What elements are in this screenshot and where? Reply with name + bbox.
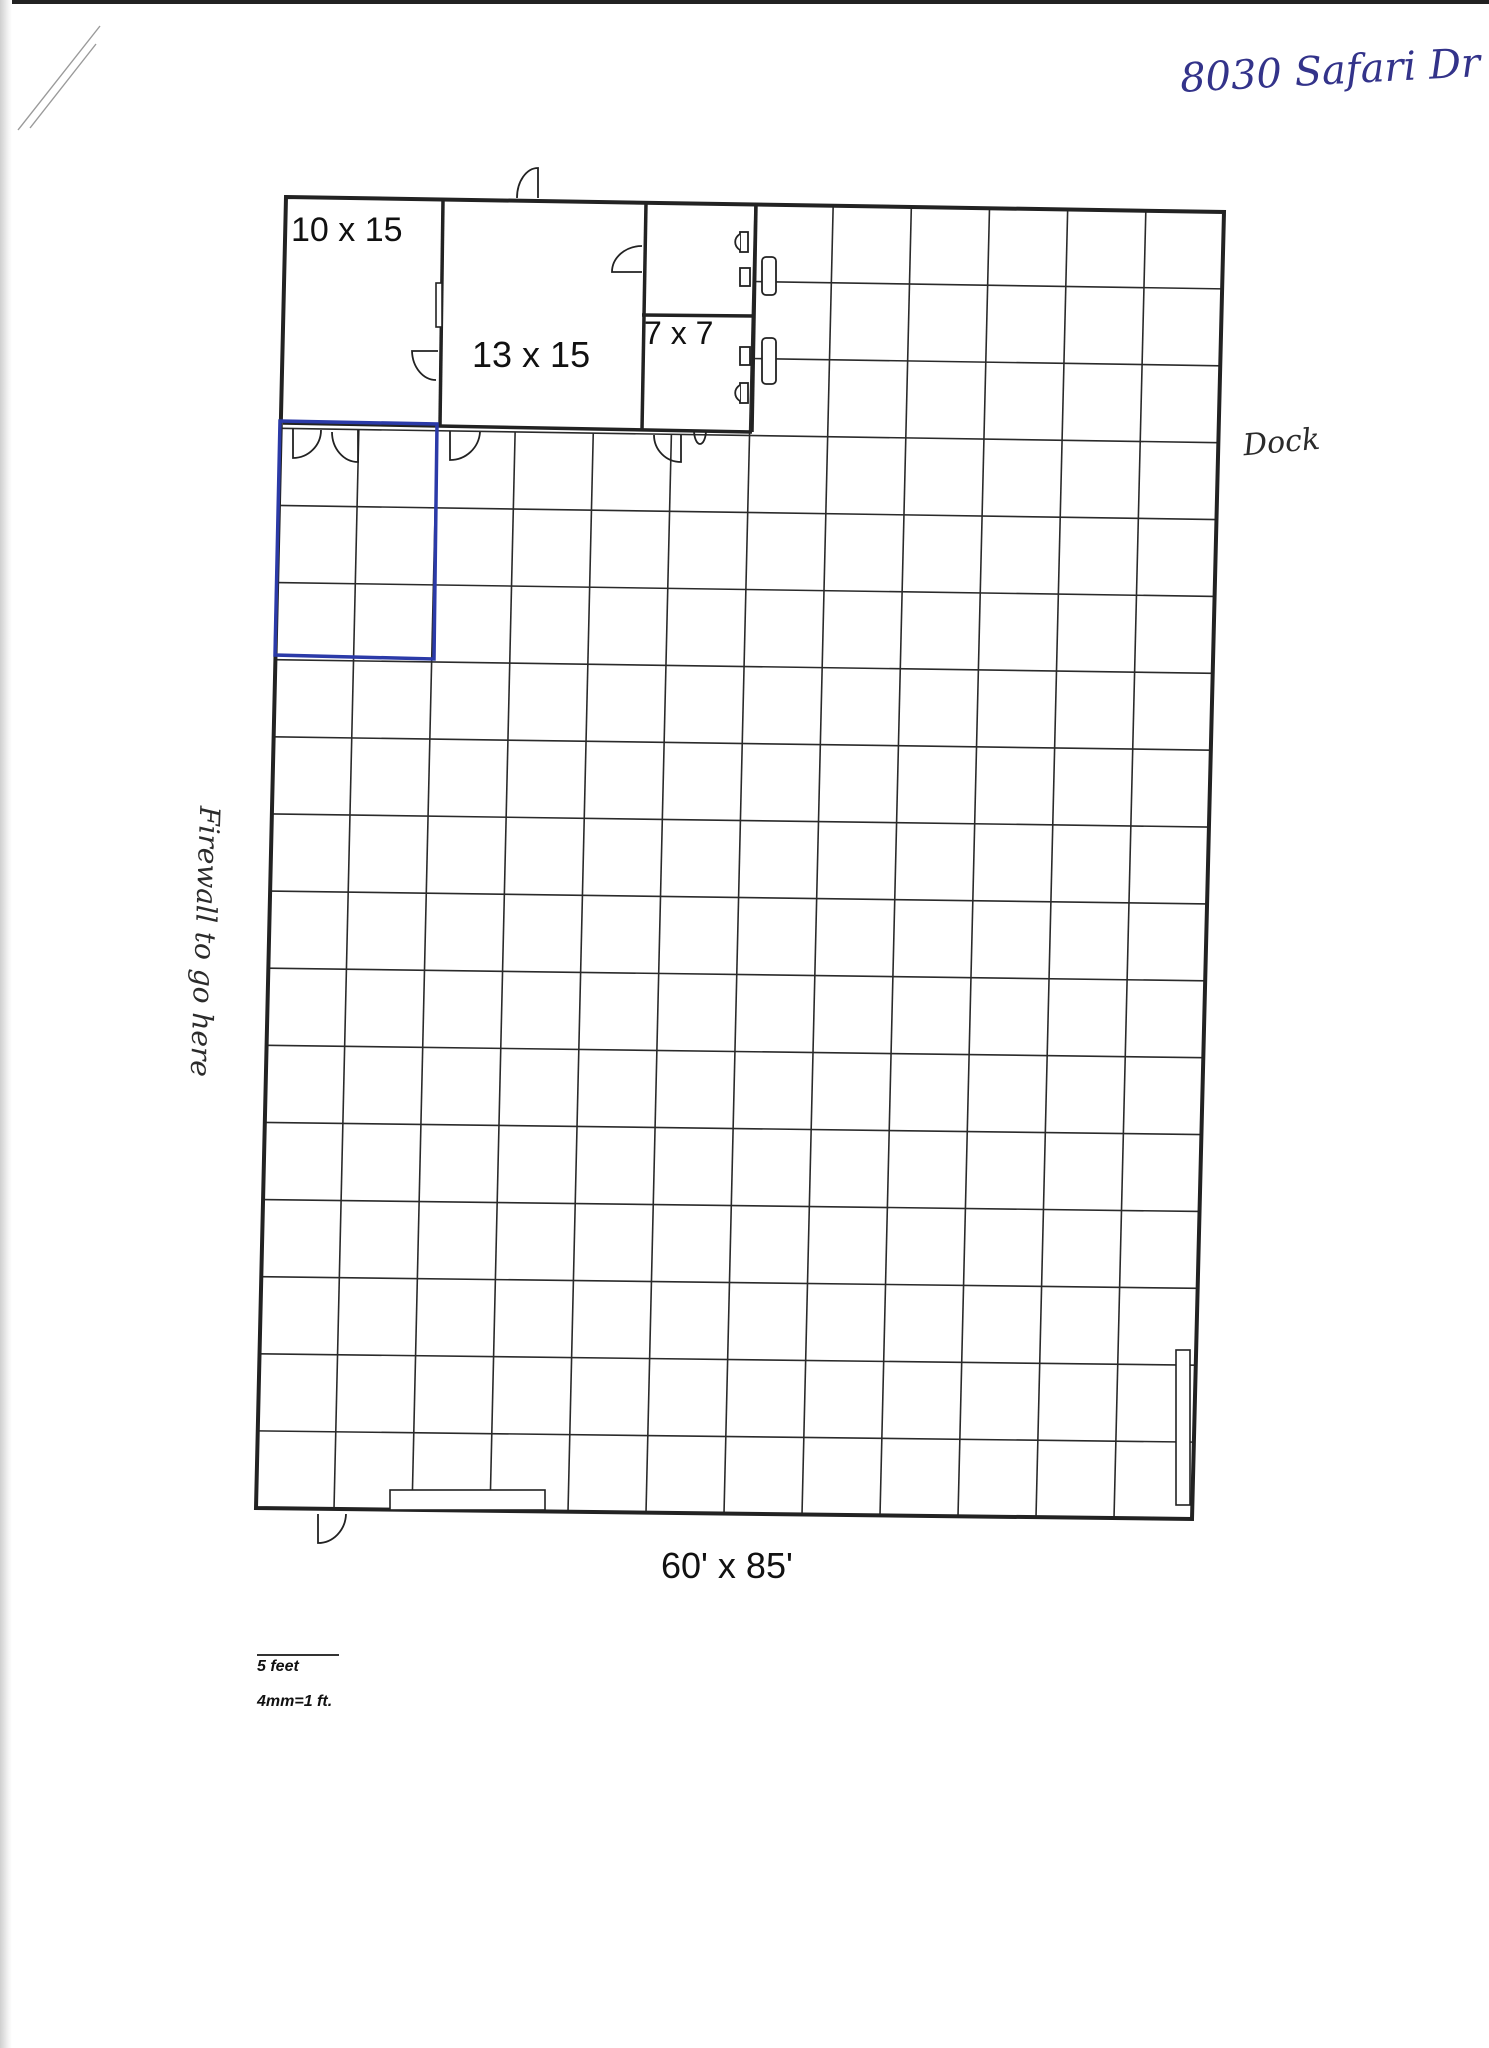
grid-line-vertical: [802, 206, 833, 1515]
address-handwriting: 8030 Safari Dr: [1179, 40, 1482, 102]
scan-artifact: [18, 26, 100, 130]
firewall-note: Firewall to go here: [183, 805, 227, 1078]
room-label-office-2: 13 x 15: [472, 334, 591, 375]
room-label-restroom: 7 x 7: [644, 315, 714, 351]
grid-line-vertical: [958, 208, 990, 1516]
grid-line-vertical: [1114, 211, 1146, 1518]
scale-bar: [257, 1654, 339, 1656]
scale-length-label: 5 feet: [257, 1658, 299, 1675]
grid-line-vertical: [880, 207, 911, 1515]
building-dimensions: 60' x 85': [661, 1545, 793, 1586]
room-label-office-1: 10 x 15: [291, 211, 403, 249]
scale-ratio-label: 4mm=1 ft.: [257, 1693, 333, 1710]
dock-label: Dock: [1241, 421, 1322, 464]
grid-line-vertical: [1036, 210, 1068, 1518]
window-marks: [390, 283, 1190, 1510]
